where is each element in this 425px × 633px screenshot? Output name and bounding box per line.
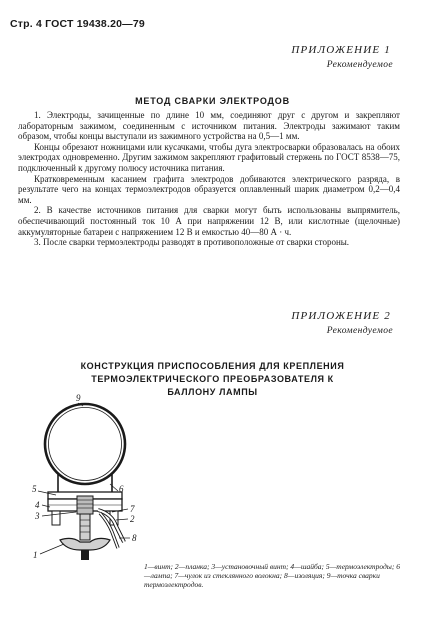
screw-stem: [80, 514, 90, 540]
paragraph: 1. Электроды, зачищенные по длине 10 мм, соединяют друг с другом и закрепляют лабораторным зажимом, соединенным с источником питания. Электроды зажимают таким образом, чтобы концы выступали из зажимного устройства на 0,5—1 мм.: [18, 110, 400, 142]
fixture-drawing: [20, 392, 150, 582]
page-header: Стр. 4 ГОСТ 19438.20—79: [10, 18, 145, 30]
figure-caption: 1—винт; 2—планка; 3—установочный винт; 4—шайба; 5—термоэлектроды; 6—лампа; 7—чулок из стеклянного волокна; 8—изоляция; 9—точка сварки термоэлектродов.: [144, 562, 400, 590]
paragraph: Кратковременным касанием графита электродов добиваются электрического разряда, в результате чего на концах термоэлектродов образуется оплавленный шарик диаметром 0,2—0,4 мм.: [18, 173, 400, 205]
figure-label-5: 5: [32, 484, 37, 494]
paragraph: 2. В качестве источников питания для сварки могут быть использованы выпрямитель, обеспечивающий постоянный ток 10 А при напряжении 12 В, или кислотные (щелочные) аккумуляторные батареи с напряжением 12 В и емкостью 40—80 А · ч.: [18, 205, 400, 237]
figure-label-9: 9: [76, 393, 81, 403]
figure-label-7: 7: [130, 504, 135, 514]
figure-label-2: 2: [130, 514, 135, 524]
appendix-1-section-title: МЕТОД СВАРКИ ЭЛЕКТРОДОВ: [135, 96, 290, 106]
figure-label-4: 4: [35, 500, 40, 510]
appendix-2-title: ПРИЛОЖЕНИЕ 2: [291, 310, 391, 322]
section-title-line: БАЛЛОНУ ЛАМПЫ: [167, 387, 258, 397]
figure-label-8: 8: [132, 533, 137, 543]
section-title-line: КОНСТРУКЦИЯ ПРИСПОСОБЛЕНИЯ ДЛЯ КРЕПЛЕНИЯ: [80, 361, 345, 371]
appendix-1-body: [18, 110, 400, 248]
paragraph: Концы обрезают ножницами или кусачками, чтобы дуга электросварки образовалась на обоих электродах одновременно. Другим зажимом закрепляют графитовый стержень по ГОСТ 8538—75, подключенный к другому полюсу источника питания.: [18, 141, 400, 173]
appendix-1-subtitle: Рекомендуемое: [326, 60, 393, 70]
figure-label-1: 1: [33, 550, 38, 560]
figure-label-6: 6: [119, 484, 124, 494]
figure-label-3: 3: [35, 511, 40, 521]
appendix-2-subtitle: Рекомендуемое: [326, 326, 393, 336]
set-screw: [77, 496, 93, 514]
section-title-line: ТЕРМОЭЛЕКТРИЧЕСКОГО ПРЕОБРАЗОВАТЕЛЯ К: [91, 374, 334, 384]
lamp-ring: [45, 404, 125, 484]
appendix-1-title: ПРИЛОЖЕНИЕ 1: [291, 44, 391, 56]
paragraph: 3. После сварки термоэлектроды разводят в противоположные от сварки стороны.: [34, 237, 350, 248]
lamp-ring-inner: [49, 408, 122, 481]
